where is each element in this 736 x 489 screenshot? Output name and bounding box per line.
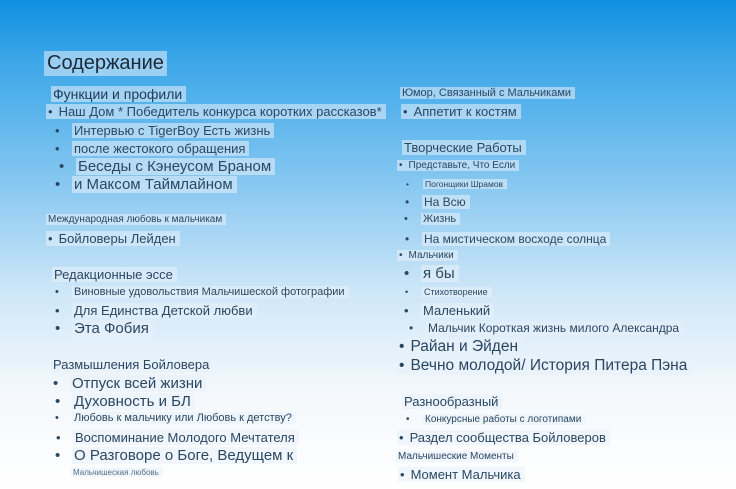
list-item[interactable]: • О Разговоре о Боге, Ведущем к	[72, 447, 297, 464]
list-item[interactable]: • Эта Фобия	[72, 320, 153, 337]
list-item[interactable]: • Бойловеры Лейден	[46, 231, 180, 246]
list-item[interactable]: • Жизнь	[421, 213, 460, 225]
list-item[interactable]: • Конкурсные работы с логотипами	[423, 414, 585, 425]
list-item[interactable]: • Стихотворение	[422, 287, 492, 297]
list-item[interactable]: • Воспоминание Молодого Мечтателя	[73, 430, 299, 445]
list-item[interactable]: • Погонщики Шрамов	[423, 179, 507, 189]
subsection-heading: • Представьте, Что Если	[397, 160, 519, 171]
list-item[interactable]: • Для Единства Детской любви	[72, 303, 257, 318]
list-item[interactable]: • Беседы с Кэнеусом Браном	[76, 158, 275, 175]
list-item[interactable]: • Райан и Эйден	[397, 338, 522, 356]
list-item[interactable]: • Вечно молодой/ История Питера Пэна	[397, 357, 691, 375]
section-heading-features: Функции и профили	[51, 86, 186, 102]
list-item[interactable]: • и Максом Таймлайном	[72, 176, 237, 193]
list-item[interactable]: • Наш Дом * Победитель конкурса коротких рассказов*	[46, 104, 386, 119]
list-item[interactable]: • после жестокого обращения	[72, 141, 249, 156]
section-heading-international: Международная любовь к мальчикам	[46, 214, 226, 225]
section-heading-humor: Юмор, Связанный с Мальчиками	[400, 87, 575, 99]
section-heading-creative: Творческие Работы	[402, 140, 526, 155]
section-heading-editorial: Редакционные эссе	[52, 267, 177, 282]
list-item[interactable]: • На мистическом восходе солнца	[422, 232, 610, 246]
list-item[interactable]: • Интервью с TigerBoy Есть жизнь	[72, 123, 274, 138]
list-item[interactable]: • Отпуск всей жизни	[70, 375, 206, 392]
footer-note: Мальчишеская любовь	[71, 468, 163, 477]
list-item[interactable]: • Аппетит к костям	[401, 104, 521, 119]
section-heading-moments: Мальчишеские Моменты	[396, 451, 518, 462]
list-item[interactable]: • я бы	[421, 265, 459, 282]
section-heading-reflections: Размышления Бойловера	[51, 357, 213, 372]
list-item[interactable]: • Раздел сообщества Бойловеров	[397, 430, 610, 445]
list-item[interactable]: • Мальчик Короткая жизнь милого Александра	[426, 321, 683, 335]
list-item[interactable]: • Момент Мальчика	[398, 467, 525, 482]
list-item[interactable]: • Маленький	[421, 303, 494, 318]
list-item[interactable]: • Любовь к мальчику или Любовь к детству?	[72, 412, 296, 424]
list-item[interactable]: • Виновные удовольствия Мальчишеской фотографии	[72, 286, 349, 298]
list-item[interactable]: • Духовность и БЛ	[72, 393, 195, 410]
page-title: Содержание	[44, 51, 167, 76]
subsection-heading: • Мальчики	[397, 250, 458, 261]
list-item[interactable]: • На Всю	[422, 195, 470, 209]
section-heading-misc: Разнообразный	[402, 394, 502, 409]
